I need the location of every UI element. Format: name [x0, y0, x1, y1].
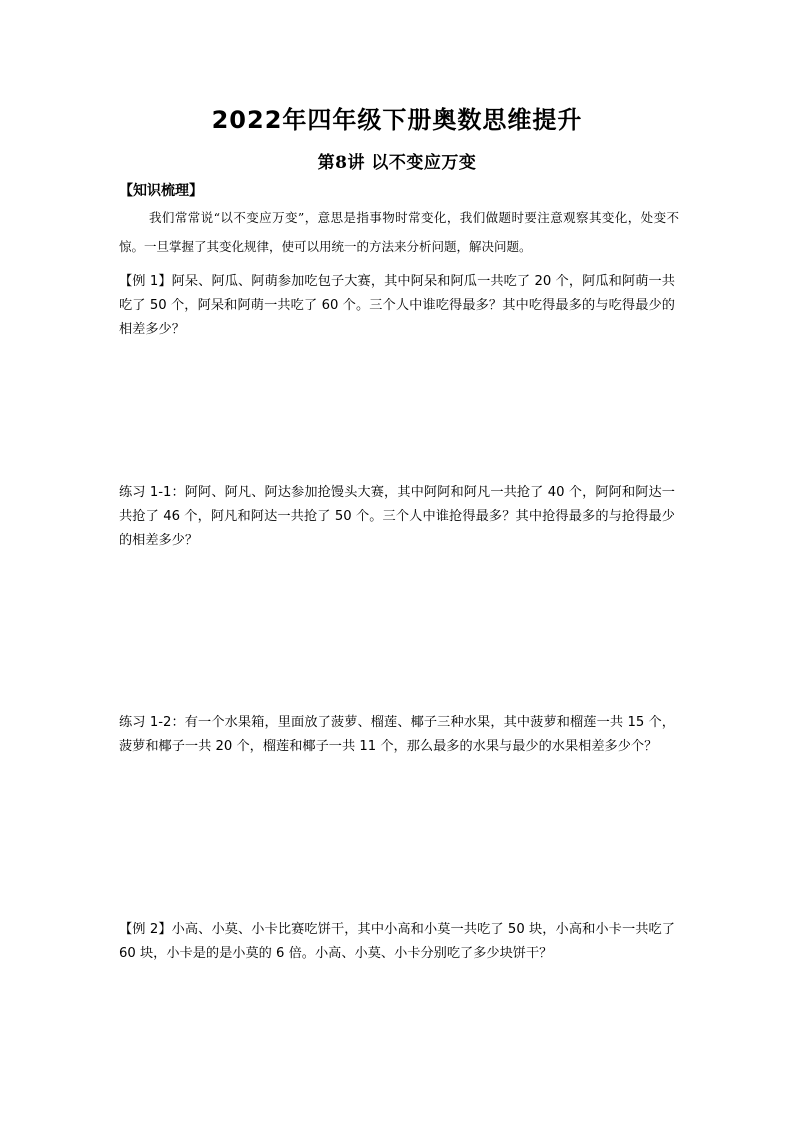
lesson-title: 第8讲 以不变应万变	[317, 153, 477, 173]
exercise-1-2-problem: 练习 1-2：有一个水果箱，里面放了菠萝、榴莲、椰子三种水果，其中菠萝和榴莲一共 15 个，菠萝和椰子一共 20 个，榴莲和椰子一共 11 个，那么最多的水果与最少的水果相差多少个？	[119, 715, 675, 754]
section-heading: 【知识梳理】	[119, 183, 203, 199]
example-2-problem: 【例 2】小高、小莫、小卡比赛吃饼干，其中小高和小莫一共吃了 50 块，小高和小卡一共吃了 60 块，小卡是的是小莫的 6 倍。小高、小莫、小卡分别吃了多少块饼干？	[119, 922, 675, 961]
intro-paragraph: 我们常常说“以不变应万变”，意思是指事物时常变化，我们做题时要注意观察其变化，处变不惊。一旦掌握了其变化规律，使可以用统一的方法来分析问题，解决问题。	[119, 210, 679, 254]
document-title: 2022年四年级下册奥数思维提升	[211, 106, 583, 134]
example-1-problem: 【例 1】阿呆、阿瓜、阿萌参加吃包子大赛，其中阿呆和阿瓜一共吃了 20 个，阿瓜和阿萌一共吃了 50 个，阿呆和阿萌一共吃了 60 个。三个人中谁吃得最多？其中吃得最多的与吃得最少的相差多少？	[119, 274, 675, 337]
exercise-1-1-problem: 练习 1-1：阿阿、阿凡、阿达参加抢馒头大赛，其中阿阿和阿凡一共抢了 40 个，阿阿和阿达一共抢了 46 个，阿凡和阿达一共抢了 50 个。三个人中谁抢得最多？其中抢得最多的与抢得最少的相差多少？	[119, 485, 675, 548]
